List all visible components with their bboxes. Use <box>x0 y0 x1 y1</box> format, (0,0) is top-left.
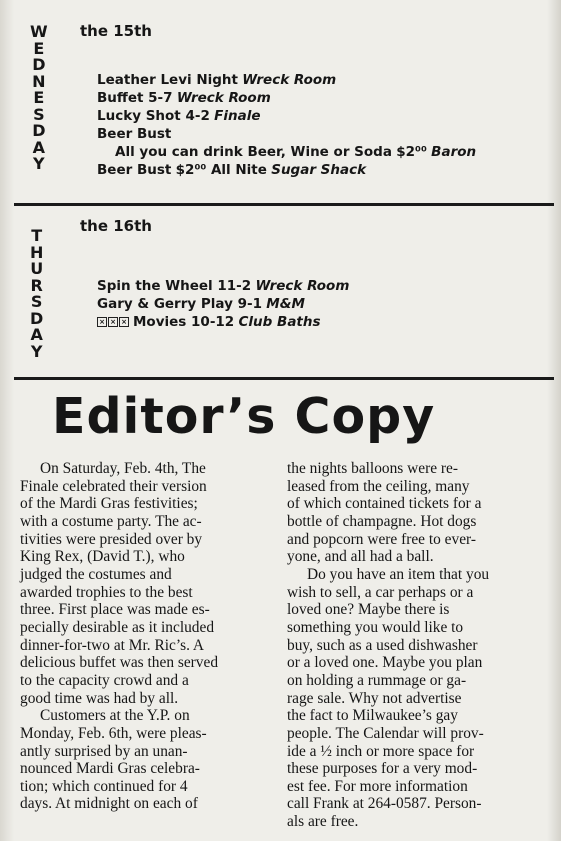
article-line: of the Mardi Gras festivities; <box>20 495 198 513</box>
xxx-rating-icon: × × × <box>97 317 129 327</box>
event-name: All you can drink Beer, Wine or Soda <box>115 144 392 160</box>
event-listing <box>97 107 476 125</box>
day-letter: D <box>32 55 46 74</box>
event-listing <box>97 125 476 143</box>
day-letter: Y <box>30 341 43 361</box>
day-letter: A <box>32 137 46 157</box>
day-letter: R <box>30 275 43 295</box>
day-letter: Y <box>33 154 45 173</box>
event-venue: Club Baths <box>238 314 321 330</box>
event-listing <box>97 71 476 89</box>
article-line: ide a ½ inch or more space for <box>287 742 475 760</box>
wednesday-date: the 15th <box>80 22 152 40</box>
event-price: $2⁰⁰ <box>396 144 427 160</box>
day-letter: S <box>33 104 45 124</box>
article-line: Monday, Feb. 6th, were pleas- <box>20 724 207 742</box>
article-line: bottle of champagne. Hot dogs <box>287 512 477 530</box>
thursday-date: the 16th <box>80 217 152 235</box>
event-listing <box>97 89 476 107</box>
page-edge-right <box>547 0 561 841</box>
event-venue: M&M <box>266 296 305 312</box>
event-name: Beer Bust <box>97 126 172 142</box>
article-line: something you would like to <box>287 618 464 636</box>
article-line: with a costume party. The ac- <box>20 512 202 530</box>
day-letter: D <box>30 308 44 328</box>
wednesday-events <box>97 71 476 179</box>
event-name: Movies 10-12 <box>133 314 235 330</box>
article-line: the fact to Milwaukee’s gay <box>287 707 458 725</box>
event-venue: Finale <box>214 108 261 124</box>
event-listing <box>97 143 476 161</box>
event-name: Spin the Wheel 11-2 <box>97 278 252 294</box>
event-listing <box>97 277 349 295</box>
article-column-left <box>20 460 263 813</box>
article-line: pecially desirable as it included <box>20 618 215 636</box>
article-line: King Rex, (David T.), who <box>20 548 185 566</box>
article-line: rage sale. Why not advertise <box>287 689 462 707</box>
day-letter: D <box>32 121 46 140</box>
day-letter: S <box>30 292 43 311</box>
article-line: on holding a rummage or ga- <box>287 671 467 689</box>
day-letter: U <box>30 259 44 278</box>
wednesday-vertical-label <box>30 24 48 173</box>
event-name: Lucky Shot 4-2 <box>97 108 210 124</box>
article-line: awarded trophies to the best <box>20 583 193 601</box>
article-line: est fee. For more information <box>287 777 468 795</box>
day-letter: E <box>33 88 45 107</box>
event-venue: Sugar Shack <box>271 162 367 178</box>
editors-copy-heading: Editor’s Copy <box>52 388 436 445</box>
article-line: yone, and all had a ball. <box>287 548 434 566</box>
event-name: Buffet 5-7 <box>97 90 173 106</box>
event-name: Beer Bust <box>97 162 172 178</box>
article-line: people. The Calendar will prov- <box>287 724 484 742</box>
article-line: these purposes for a very mod- <box>287 760 478 778</box>
article-line: days. At midnight on each of <box>20 795 198 813</box>
article-line: good time was had by all. <box>20 689 179 707</box>
event-price: $2⁰⁰ All Nite <box>175 162 267 178</box>
event-venue: Baron <box>431 144 477 160</box>
event-listing <box>97 295 349 313</box>
event-listing <box>97 313 349 331</box>
article-line: delicious buffet was then served <box>20 654 219 672</box>
day-letter: A <box>30 325 43 344</box>
article-line: the nights balloons were re- <box>287 460 458 477</box>
article-line: three. First place was made es- <box>20 601 210 619</box>
article-line: call Frank at 264-0587. Person- <box>287 795 482 813</box>
day-letter: N <box>32 71 46 91</box>
article-line: tivities were presided over by <box>20 530 203 548</box>
article-line: Finale celebrated their version <box>20 477 207 495</box>
divider-rule <box>14 203 554 206</box>
divider-rule <box>14 377 554 380</box>
thursday-vertical-label <box>30 228 43 360</box>
event-name: Gary & Gerry Play 9-1 <box>97 296 262 312</box>
article-line: nounced Mardi Gras celebra- <box>20 760 200 778</box>
article-line: Customers at the Y.P. on <box>40 707 190 725</box>
article-line: leased from the ceiling, many <box>287 477 470 495</box>
article-line: dinner-for-two at Mr. Ric’s. A <box>20 636 205 654</box>
article-column-right <box>287 460 530 831</box>
thursday-events <box>97 277 349 331</box>
event-name: Leather Levi Night <box>97 72 238 88</box>
event-venue: Wreck Room <box>176 90 271 106</box>
article-line: On Saturday, Feb. 4th, The <box>40 460 206 477</box>
article-line: and popcorn were free to ever- <box>287 530 476 548</box>
day-letter: W <box>30 22 48 41</box>
article-line: als are free. <box>287 813 359 831</box>
event-venue: Wreck Room <box>255 278 350 294</box>
day-letter: E <box>33 38 45 58</box>
article-line: Do you have an item that you <box>307 565 490 583</box>
article-line: buy, such as a used dishwasher <box>287 636 478 654</box>
article-line: antly surprised by an unan- <box>20 742 188 760</box>
event-venue: Wreck Room <box>242 72 337 88</box>
article-line: tion; which continued for 4 <box>20 777 188 795</box>
article-line: loved one? Maybe there is <box>287 601 450 619</box>
article-line: to the capacity crowd and a <box>20 671 189 689</box>
article-line: judged the costumes and <box>20 565 172 583</box>
page-edge-left <box>0 0 14 841</box>
day-letter: T <box>31 226 43 245</box>
article-line: or a loved one. Maybe you plan <box>287 654 483 672</box>
event-listing <box>97 161 476 179</box>
article-line: wish to sell, a car perhaps or a <box>287 583 474 601</box>
day-letter: H <box>30 242 44 262</box>
article-line: of which contained tickets for a <box>287 495 482 513</box>
